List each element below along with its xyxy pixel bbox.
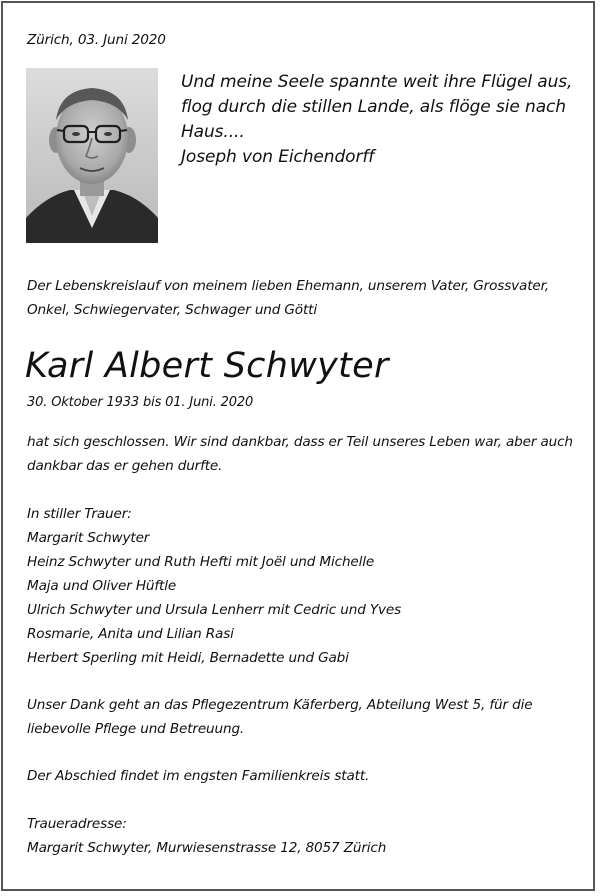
thanks-line: Unser Dank geht an das Pflegezentrum Käferberg, Abteilung West 5, für die bbox=[27, 697, 533, 713]
mourners-heading: In stiller Trauer: bbox=[27, 506, 132, 522]
portrait-photo bbox=[26, 68, 158, 243]
closing-line: hat sich geschlossen. Wir sind dankbar, dass er Teil unseres Leben war, aber auch bbox=[27, 434, 573, 450]
intro-line: Der Lebenskreislauf von meinem lieben Ehemann, unserem Vater, Grossvater, bbox=[27, 278, 549, 294]
thanks-line: liebevolle Pflege und Betreuung. bbox=[27, 721, 245, 737]
quote-author: Joseph von Eichendorff bbox=[181, 147, 375, 167]
mourner-entry: Heinz Schwyter und Ruth Hefti mit Joël und Michelle bbox=[27, 554, 375, 570]
farewell-text: Der Abschied findet im engsten Familienkreis statt. bbox=[27, 768, 370, 784]
place-date: Zürich, 03. Juni 2020 bbox=[27, 32, 166, 48]
life-dates: 30. Oktober 1933 bis 01. Juni. 2020 bbox=[27, 395, 254, 410]
mourner-entry: Maja und Oliver Hüftle bbox=[27, 578, 177, 594]
closing-line: dankbar das er gehen durfte. bbox=[27, 458, 223, 474]
mourner-entry: Ulrich Schwyter und Ursula Lenherr mit Cedric und Yves bbox=[27, 602, 402, 618]
deceased-name: Karl Albert Schwyter bbox=[25, 346, 389, 386]
mourner-entry: Herbert Sperling mit Heidi, Bernadette und Gabi bbox=[27, 650, 349, 666]
address-text: Margarit Schwyter, Murwiesenstrasse 12, 8057 Zürich bbox=[27, 840, 387, 856]
closing-text bbox=[27, 430, 573, 478]
quote-block bbox=[181, 70, 572, 170]
quote-line: flog durch die stillen Lande, als flöge sie nach bbox=[181, 97, 566, 117]
intro-line: Onkel, Schwiegervater, Schwager und Götti bbox=[27, 302, 317, 318]
mourner-entry: Rosmarie, Anita und Lilian Rasi bbox=[27, 626, 234, 642]
intro-text bbox=[27, 274, 549, 322]
mourners-list bbox=[27, 502, 401, 670]
mourning-address bbox=[27, 812, 386, 860]
quote-line: Und meine Seele spannte weit ihre Flügel aus, bbox=[181, 72, 573, 92]
quote-line: Haus.... bbox=[181, 122, 245, 142]
mourner-entry: Margarit Schwyter bbox=[27, 530, 150, 546]
thanks-text bbox=[27, 693, 532, 741]
address-heading: Traueradresse: bbox=[27, 816, 127, 832]
